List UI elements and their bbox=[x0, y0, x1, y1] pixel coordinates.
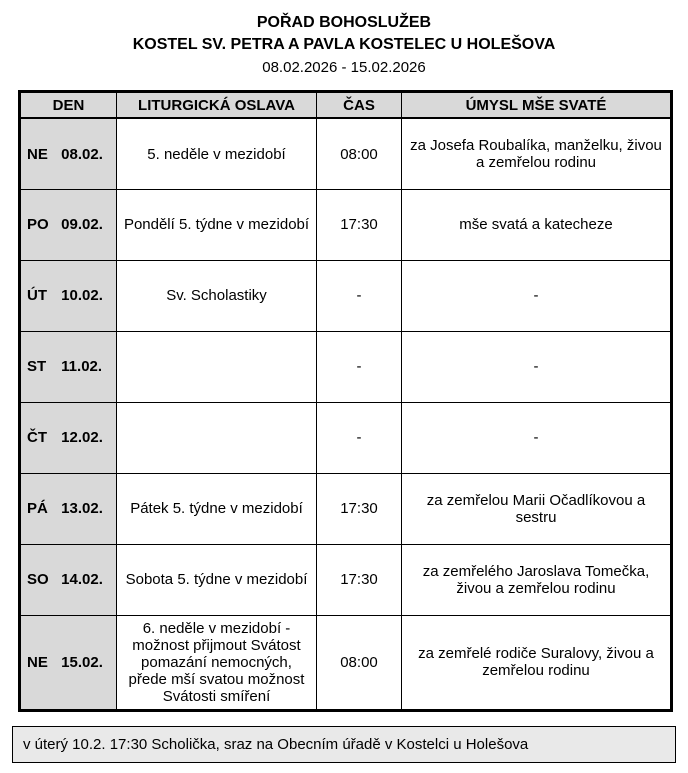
day-abbr: ÚT bbox=[27, 287, 47, 305]
time-cell: 08:00 bbox=[317, 118, 402, 189]
intention-cell: - bbox=[402, 402, 672, 473]
table-row bbox=[20, 260, 672, 331]
day-abbr: NE bbox=[27, 145, 48, 163]
schedule-table bbox=[18, 90, 673, 712]
time-cell: 17:30 bbox=[317, 473, 402, 544]
page-title: POŘAD BOHOSLUŽEB bbox=[256, 14, 432, 31]
column-header-intention: ÚMYSL MŠE SVATÉ bbox=[402, 92, 672, 119]
time-cell: 17:30 bbox=[317, 544, 402, 615]
intention-cell: za zemřelé rodiče Suralovy, živou a zemřelou rodinu bbox=[402, 615, 672, 710]
day-cell bbox=[20, 473, 117, 544]
celebration-cell: Sv. Scholastiky bbox=[117, 260, 317, 331]
table-row bbox=[20, 544, 672, 615]
schedule-table-wrapper bbox=[18, 90, 670, 712]
day-cell bbox=[20, 615, 117, 710]
day-date: 13.02. bbox=[61, 500, 103, 518]
table-row bbox=[20, 402, 672, 473]
day-cell bbox=[20, 189, 117, 260]
time-cell: - bbox=[317, 331, 402, 402]
intention-cell: mše svatá a katecheze bbox=[402, 189, 672, 260]
table-row bbox=[20, 118, 672, 189]
church-name: KOSTEL SV. PETRA A PAVLA KOSTELEC U HOLEŠOVA bbox=[132, 35, 556, 53]
celebration-cell bbox=[117, 331, 317, 402]
day-abbr: ČT bbox=[27, 429, 47, 447]
celebration-cell bbox=[117, 402, 317, 473]
date-range: 08.02.2026 - 15.02.2026 bbox=[262, 59, 426, 77]
header-row bbox=[20, 92, 672, 119]
day-date: 11.02. bbox=[61, 358, 103, 376]
table-row bbox=[20, 615, 672, 710]
day-date: 15.02. bbox=[61, 653, 103, 671]
day-cell bbox=[20, 544, 117, 615]
day-date: 12.02. bbox=[61, 429, 103, 447]
day-abbr: SO bbox=[27, 571, 49, 589]
column-header-day: DEN bbox=[20, 92, 117, 119]
day-date: 10.02. bbox=[61, 287, 103, 305]
intention-cell: - bbox=[402, 260, 672, 331]
intention-cell: za zemřelou Marii Očadlíkovou a sestru bbox=[402, 473, 672, 544]
day-date: 09.02. bbox=[61, 216, 103, 234]
footer-note: v úterý 10.2. 17:30 Scholička, sraz na Obecním úřadě v Kostelci u Holešova bbox=[12, 726, 676, 763]
day-date: 08.02. bbox=[61, 145, 103, 163]
celebration-cell: Pátek 5. týdne v mezidobí bbox=[117, 473, 317, 544]
document-header bbox=[0, 12, 688, 78]
intention-cell: - bbox=[402, 331, 672, 402]
table-row bbox=[20, 331, 672, 402]
celebration-cell: Pondělí 5. týdne v mezidobí bbox=[117, 189, 317, 260]
day-cell bbox=[20, 331, 117, 402]
column-header-celebration: LITURGICKÁ OSLAVA bbox=[117, 92, 317, 119]
day-abbr: NE bbox=[27, 653, 48, 671]
table-row bbox=[20, 473, 672, 544]
table-row bbox=[20, 189, 672, 260]
time-cell: - bbox=[317, 402, 402, 473]
day-abbr: ST bbox=[27, 358, 47, 376]
time-cell: 08:00 bbox=[317, 615, 402, 710]
celebration-cell: 6. neděle v mezidobí - možnost přijmout Svátost pomazání nemocných, přede mší svatou možnost Svátosti smíření bbox=[117, 615, 317, 710]
table-body bbox=[20, 118, 672, 710]
time-cell: 17:30 bbox=[317, 189, 402, 260]
column-header-time: ČAS bbox=[317, 92, 402, 119]
celebration-cell: 5. neděle v mezidobí bbox=[117, 118, 317, 189]
day-cell bbox=[20, 260, 117, 331]
table-header bbox=[20, 92, 672, 119]
day-cell bbox=[20, 402, 117, 473]
celebration-cell: Sobota 5. týdne v mezidobí bbox=[117, 544, 317, 615]
day-abbr: PO bbox=[27, 216, 49, 234]
day-cell bbox=[20, 118, 117, 189]
time-cell: - bbox=[317, 260, 402, 331]
intention-cell: za zemřelého Jaroslava Tomečka, živou a zemřelou rodinu bbox=[402, 544, 672, 615]
intention-cell: za Josefa Roubalíka, manželku, živou a zemřelou rodinu bbox=[402, 118, 672, 189]
day-abbr: PÁ bbox=[27, 500, 48, 518]
day-date: 14.02. bbox=[61, 571, 103, 589]
